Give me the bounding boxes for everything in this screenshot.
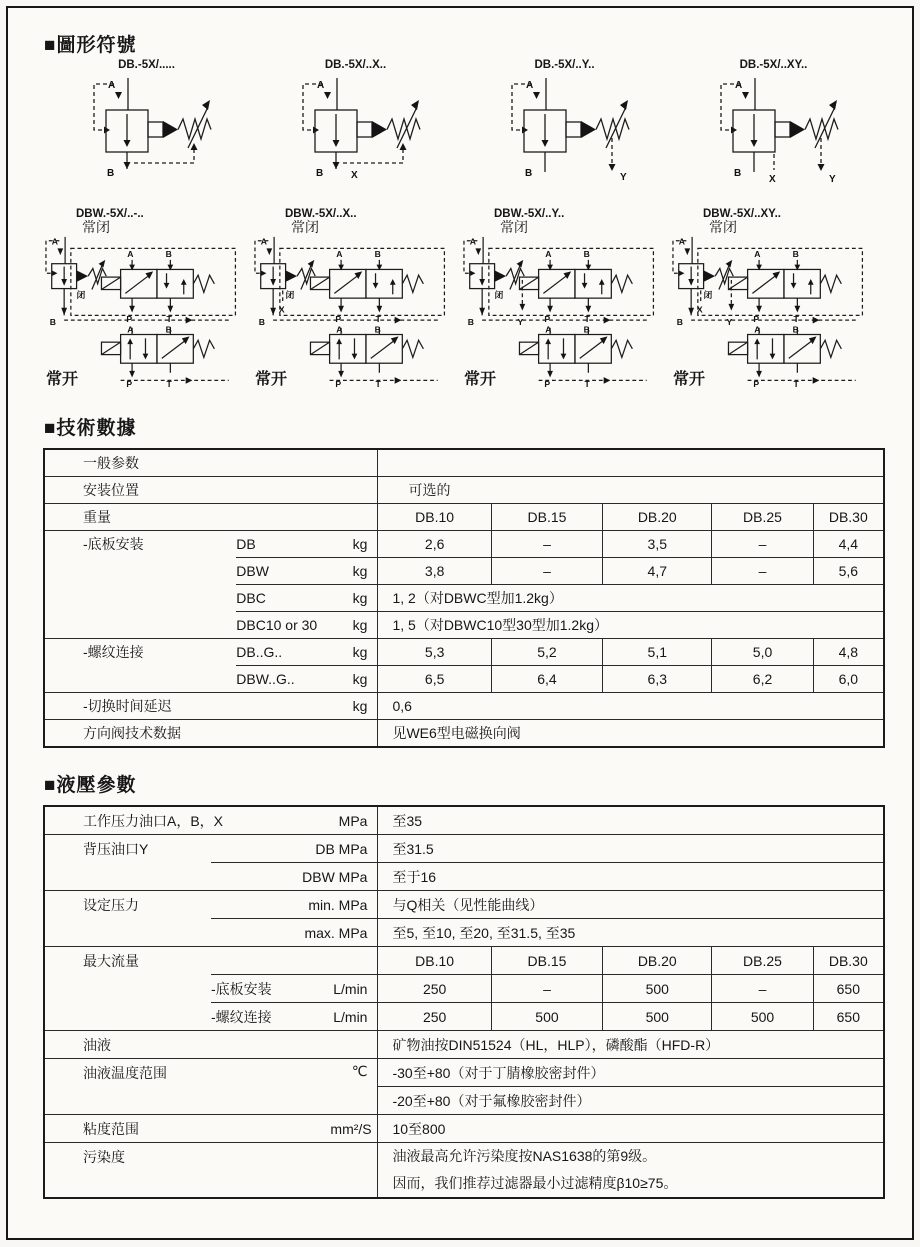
value-cell: –: [491, 558, 602, 585]
symbol-title: DB.-5X/..XY..: [739, 59, 808, 71]
port-label: B: [733, 168, 741, 179]
port-label: A: [51, 236, 58, 247]
unit-label: kg: [332, 666, 378, 693]
table-row: [44, 693, 884, 720]
port-label: Y: [619, 172, 627, 183]
port-label: A: [525, 80, 533, 91]
port-label: B: [258, 316, 266, 327]
row-label: 安装位置: [44, 477, 378, 504]
value-cell: 500: [712, 1003, 813, 1031]
value-cell: 至31.5: [378, 835, 884, 863]
port-label: B: [792, 324, 799, 335]
table-row: [44, 1143, 884, 1199]
port-label: Y: [828, 174, 836, 185]
value-cell: 至于16: [378, 863, 884, 891]
value-cell: 1, 2（对DBWC型加1.2kg）: [378, 585, 884, 612]
symbol-dbw-basic: [42, 208, 251, 397]
table-row: [44, 531, 884, 558]
table-row: [44, 975, 884, 1003]
section-title-technical-data: ■技術數據: [44, 418, 137, 439]
port-label: P: [753, 379, 760, 390]
group-label: -切换时间延迟: [44, 693, 332, 720]
group-label: [44, 612, 236, 639]
port-label: T: [375, 314, 381, 325]
unit-label: kg: [332, 639, 378, 666]
table-row: [44, 806, 884, 835]
port-label: T: [793, 379, 799, 390]
symbol-dbw-y: [460, 208, 669, 397]
table-row: [44, 947, 884, 975]
group-label: -底板安装: [211, 975, 330, 1003]
port-label: B: [467, 316, 475, 327]
value-cell: 650: [813, 1003, 884, 1031]
port-label: B: [524, 168, 532, 179]
value-cell: 10至800: [378, 1115, 884, 1143]
value-cell: 6,2: [712, 666, 813, 693]
table-row: [44, 1003, 884, 1031]
value-cell: 与Q相关（见性能曲线）: [378, 891, 884, 919]
model-label: DBW..G..: [236, 666, 332, 693]
port-label: B: [792, 249, 799, 260]
port-label: T: [584, 379, 590, 390]
closed-position-label: 闭: [76, 290, 86, 301]
value-cell: 4,4: [813, 531, 884, 558]
value-cell: 500: [603, 1003, 712, 1031]
value-cell: 250: [378, 1003, 491, 1031]
technical-data-table: [43, 448, 885, 748]
value-cell: 4,7: [603, 558, 712, 585]
value-cell: 至5, 至10, 至20, 至31.5, 至35: [378, 919, 884, 947]
table-row: [44, 891, 884, 919]
value-cell: 2,6: [378, 531, 491, 558]
table-row: [44, 720, 884, 748]
symbol-row-dbw: [42, 208, 878, 397]
row-label: [44, 975, 211, 1003]
port-label: Y: [517, 316, 524, 327]
table-row: [44, 504, 884, 531]
value-cell: 500: [491, 1003, 602, 1031]
normally-closed-label: 常闭: [500, 219, 528, 235]
unit-label: ℃: [330, 1059, 378, 1115]
group-label: [44, 558, 236, 585]
contamination-line: 油液最高允许污染度按NAS1638的第9级。: [392, 1148, 657, 1164]
row-label: [44, 1003, 211, 1031]
row-label: 设定压力: [44, 891, 211, 919]
row-label: 最大流量: [44, 947, 378, 975]
unit-label: MPa: [338, 812, 368, 829]
symbol-db-xy: [669, 59, 878, 200]
value-cell: 至35: [378, 806, 884, 835]
port-label: B: [165, 249, 172, 260]
table-row: [44, 1059, 884, 1087]
port-label: A: [545, 324, 552, 335]
closed-position-label: 闭: [703, 290, 713, 301]
port-label: X: [350, 170, 358, 181]
row-label: 一般参数: [83, 455, 139, 471]
value-cell: 3,5: [603, 531, 712, 558]
symbol-title: DBW.-5X/..X..: [285, 208, 357, 220]
table-row: [44, 666, 884, 693]
value-cell: 见WE6型电磁换向阀: [378, 720, 884, 748]
port-label: B: [583, 324, 590, 335]
value-cell: –: [712, 975, 813, 1003]
port-label: P: [544, 379, 551, 390]
row-label: 重量: [44, 504, 378, 531]
port-label: X: [768, 174, 776, 185]
unit-label: L/min: [330, 975, 378, 1003]
table-row: [44, 449, 884, 477]
value-cell: 4,8: [813, 639, 884, 666]
closed-position-label: 闭: [494, 290, 504, 301]
symbol-db-y: [460, 59, 669, 200]
value-cell: 5,2: [491, 639, 602, 666]
symbol-title: DBW.-5X/..XY..: [703, 208, 781, 220]
value-cell: -20至+80（对于氟橡胶密封件）: [378, 1087, 884, 1115]
normally-open-label: 常开: [673, 371, 706, 388]
page-frame: [6, 6, 914, 1240]
closed-position-label: 闭: [285, 290, 295, 301]
value-cell: 1, 5（对DBWC10型30型加1.2kg）: [378, 612, 884, 639]
value-cell: –: [491, 531, 602, 558]
port-label: B: [374, 324, 381, 335]
group-label: -螺纹连接: [44, 639, 236, 666]
port-label: A: [260, 236, 267, 247]
symbol-row-db: [42, 59, 878, 200]
port-label: A: [336, 324, 343, 335]
symbol-db-x: [251, 59, 460, 200]
table-row: [44, 1115, 884, 1143]
symbol-title: DBW.-5X/..Y..: [494, 208, 565, 220]
column-header: DB.30: [813, 504, 884, 531]
unit-label: max. MPa: [211, 919, 378, 947]
port-label: B: [165, 324, 172, 335]
port-label: B: [49, 316, 57, 327]
row-label: [44, 919, 211, 947]
unit-label: kg: [332, 693, 378, 720]
column-header: DB.20: [603, 504, 712, 531]
symbol-title: DB.-5X/..X..: [324, 59, 387, 71]
table-row: [44, 863, 884, 891]
column-header: DB.10: [378, 504, 491, 531]
column-header: DB.10: [378, 947, 491, 975]
value-cell: [378, 449, 884, 477]
row-label: 油液温度范围: [44, 1059, 330, 1115]
model-label: DB: [236, 531, 332, 558]
port-label: A: [754, 324, 761, 335]
normally-closed-label: 常闭: [709, 219, 737, 235]
normally-open-label: 常开: [255, 371, 288, 388]
relief-valve-diagram: [52, 71, 242, 195]
table-row: [44, 558, 884, 585]
symbol-title: DB.-5X/..Y..: [534, 59, 595, 71]
row-label: 污染度: [44, 1143, 378, 1199]
value-cell: [378, 1143, 884, 1199]
port-label: A: [316, 80, 324, 91]
unit-label: kg: [332, 585, 378, 612]
unit-label: mm²/S: [330, 1115, 378, 1143]
unit-label: DBW MPa: [211, 863, 378, 891]
port-label: A: [469, 236, 476, 247]
port-label: X: [696, 304, 703, 315]
relief-valve-diagram: [679, 71, 869, 195]
model-label: DBW: [236, 558, 332, 585]
port-label: T: [793, 314, 799, 325]
value-cell: 650: [813, 975, 884, 1003]
port-label: P: [544, 314, 551, 325]
value-cell: 6,5: [378, 666, 491, 693]
port-label: P: [753, 314, 760, 325]
value-cell: 5,3: [378, 639, 491, 666]
port-label: A: [336, 249, 343, 260]
symbol-title: DBW.-5X/..-..: [76, 208, 144, 220]
value-cell: 6,4: [491, 666, 602, 693]
port-label: P: [126, 314, 133, 325]
port-label: X: [278, 304, 285, 315]
contamination-line: 因而，我们推荐过滤器最小过滤精度β10≥75。: [392, 1175, 678, 1191]
port-label: A: [678, 236, 685, 247]
port-label: A: [127, 324, 134, 335]
relief-valve-diagram: [261, 71, 451, 195]
port-label: A: [754, 249, 761, 260]
port-label: T: [166, 314, 172, 325]
port-label: A: [734, 80, 742, 91]
model-label: DBC10 or 30: [236, 612, 332, 639]
port-label: T: [375, 379, 381, 390]
value-cell: –: [712, 558, 813, 585]
group-label: -螺纹连接: [211, 1003, 330, 1031]
hydraulic-params-table: [43, 805, 885, 1199]
symbol-dbw-xy: [669, 208, 878, 397]
normally-open-label: 常开: [46, 371, 79, 388]
value-cell: 250: [378, 975, 491, 1003]
section-title-graphic-symbols: ■圖形符號: [44, 35, 137, 56]
port-label: B: [583, 249, 590, 260]
unit-label: DB MPa: [211, 835, 378, 863]
unit-label: kg: [332, 531, 378, 558]
port-label: P: [126, 379, 133, 390]
column-header: DB.25: [712, 504, 813, 531]
table-row: [44, 612, 884, 639]
port-label: P: [335, 314, 342, 325]
relief-valve-diagram: [470, 71, 660, 195]
port-label: B: [315, 168, 323, 179]
group-label: [44, 666, 236, 693]
normally-closed-label: 常闭: [291, 219, 319, 235]
unit-label: min. MPa: [211, 891, 378, 919]
value-cell: 6,0: [813, 666, 884, 693]
port-label: B: [676, 316, 684, 327]
normally-open-label: 常开: [464, 371, 497, 388]
value-cell: 3,8: [378, 558, 491, 585]
model-label: DB..G..: [236, 639, 332, 666]
column-header: DB.30: [813, 947, 884, 975]
table-row: [44, 639, 884, 666]
symbol-title: DB.-5X/.....: [118, 59, 175, 71]
symbol-dbw-x: [251, 208, 460, 397]
port-label: A: [107, 80, 115, 91]
value-cell: 5,0: [712, 639, 813, 666]
port-label: Y: [726, 316, 733, 327]
row-label: 工作压力油口A，B，X: [83, 812, 224, 829]
normally-closed-label: 常闭: [82, 219, 110, 235]
row-label: 方向阀技术数据: [44, 720, 378, 748]
table-row: [44, 835, 884, 863]
value-cell: –: [712, 531, 813, 558]
value-cell: -30至+80（对于丁腈橡胶密封件）: [378, 1059, 884, 1087]
port-label: A: [545, 249, 552, 260]
value-cell: –: [491, 975, 602, 1003]
table-row: [44, 477, 884, 504]
row-label: 油液: [44, 1031, 378, 1059]
column-header: DB.25: [712, 947, 813, 975]
value-cell: 6,3: [603, 666, 712, 693]
row-label: 粘度范围: [44, 1115, 330, 1143]
row-label: [44, 863, 211, 891]
port-label: P: [335, 379, 342, 390]
value-cell: 矿物油按DIN51524（HL，HLP），磷酸酯（HFD-R）: [378, 1031, 884, 1059]
section-title-hydraulic-params: ■液壓參數: [44, 775, 137, 796]
value-cell: 可选的: [378, 477, 884, 504]
unit-label: kg: [332, 612, 378, 639]
value-cell: 5,1: [603, 639, 712, 666]
port-label: B: [106, 168, 114, 179]
value-cell: 5,6: [813, 558, 884, 585]
port-label: A: [127, 249, 134, 260]
column-header: DB.15: [491, 504, 602, 531]
value-cell: 0,6: [378, 693, 884, 720]
table-row: [44, 585, 884, 612]
table-row: [44, 919, 884, 947]
symbol-db-basic: [42, 59, 251, 200]
group-label: -底板安装: [44, 531, 236, 558]
model-label: DBC: [236, 585, 332, 612]
port-label: T: [166, 379, 172, 390]
column-header: DB.15: [491, 947, 602, 975]
port-label: B: [374, 249, 381, 260]
value-cell: 500: [603, 975, 712, 1003]
row-label: 背压油口Y: [44, 835, 211, 863]
group-label: [44, 585, 236, 612]
column-header: DB.20: [603, 947, 712, 975]
port-label: T: [584, 314, 590, 325]
unit-label: L/min: [330, 1003, 378, 1031]
table-row: [44, 1031, 884, 1059]
unit-label: kg: [332, 558, 378, 585]
